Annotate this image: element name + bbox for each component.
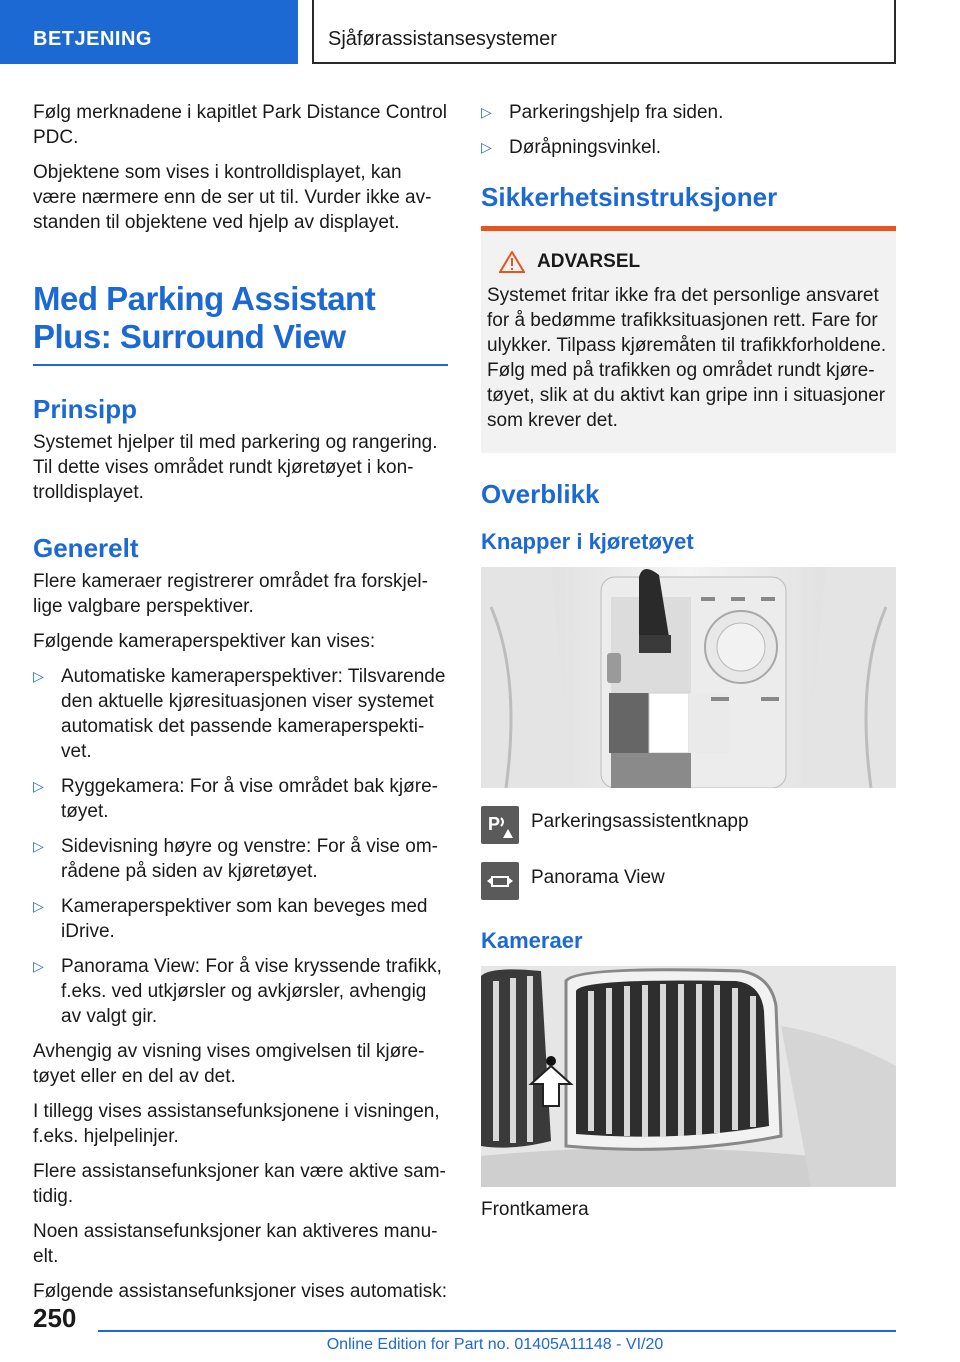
body-paragraph: Følgende assistansefunksjoner vises automatisk:	[33, 1281, 447, 1302]
chapter-tab: BETJENING	[0, 0, 298, 64]
panorama-view-legend	[481, 862, 896, 900]
buttons-heading: Knapper i kjøretøyet	[481, 529, 694, 554]
svg-text:P: P	[488, 814, 501, 834]
body-paragraph: Flere assistansefunksjoner kan være aktive sam-tidig.	[33, 1161, 446, 1207]
warning-text: Systemet fritar ikke fra det personlige ansvaret for å bedømme trafikksituasjonen rett. Fare for ulykker. Tilpass kjøremåten til trafikkforholdene. Følg med på trafikken og området rundt kjøre-tøyet, slik at du aktivt kan gripe inn i situasjoner som krever det.	[487, 285, 887, 431]
principle-text: Systemet hjelper til med parkering og rangering. Til dette vises området rundt kjøretøyet i kon-trolldisplayet.	[33, 432, 438, 503]
body-paragraph: Avhengig av visning vises omgivelsen til kjøre-tøyet eller en del av det.	[33, 1041, 425, 1087]
panorama-view-icon	[481, 862, 519, 900]
section-title: Sjåførassistansesystemer	[312, 0, 896, 64]
left-column	[33, 100, 448, 1314]
general-text: Flere kameraer registrerer området fra forskjel-lige valgbare perspektiver.	[33, 571, 428, 617]
triangle-bullet-icon: ▷	[33, 898, 44, 914]
center-console-image	[481, 567, 896, 788]
principle-heading: Prinsipp	[33, 394, 138, 424]
intro-paragraph: Følg merknadene i kapitlet Park Distance Control PDC.	[33, 102, 447, 148]
right-column	[481, 100, 896, 1221]
perspective-list	[33, 664, 448, 1029]
warning-triangle-icon	[499, 251, 525, 273]
list-item: ▷ Parkeringshjelp fra siden.	[481, 102, 724, 123]
assist-list	[481, 100, 896, 160]
list-item: ▷ Panorama View: For å vise kryssende trafikk, f.eks. ved utkjørsler og avkjørsler, avhengig av valgt gir.	[33, 956, 442, 1027]
main-heading: Med Parking Assistant Plus: Surround View	[33, 280, 448, 366]
front-camera-image	[481, 966, 896, 1187]
safety-heading: Sikkerhetsinstruksjoner	[481, 182, 778, 212]
front-camera-caption: Frontkamera	[481, 1199, 589, 1220]
page-number: 250	[33, 1303, 77, 1333]
edition-footer: Online Edition for Part no. 01405A11148 - VI/20	[326, 1336, 664, 1353]
body-paragraph: I tillegg vises assistansefunksjonene i visningen, f.eks. hjelpelinjer.	[33, 1101, 440, 1147]
overview-heading: Overblikk	[481, 479, 600, 509]
warning-box	[481, 226, 896, 453]
triangle-bullet-icon: ▷	[33, 958, 44, 974]
general-heading: Generelt	[33, 533, 139, 563]
list-item: ▷ Ryggekamera: For å vise området bak kjøre-tøyet.	[33, 776, 438, 822]
list-item: ▷ Sidevisning høyre og venstre: For å vise om-rådene på siden av kjøretøyet.	[33, 836, 438, 882]
parking-assistant-icon	[481, 806, 519, 844]
footer-divider	[98, 1330, 896, 1332]
triangle-bullet-icon: ▷	[33, 668, 44, 684]
parking-assist-label: Parkeringsassistentknapp	[531, 811, 749, 832]
list-item: ▷ Kameraperspektiver som kan beveges med iDrive.	[33, 896, 428, 942]
panorama-view-label: Panorama View	[531, 867, 665, 888]
general-text: Følgende kameraperspektiver kan vises:	[33, 631, 376, 652]
triangle-bullet-icon: ▷	[33, 778, 44, 794]
body-paragraph: Noen assistansefunksjoner kan aktiveres manu-elt.	[33, 1221, 438, 1267]
intro-paragraph: Objektene som vises i kontrolldisplayet, kan være nærmere enn de ser ut til. Vurder ikke av-standen til objektene ved hjelp av displayet.	[33, 162, 432, 233]
triangle-bullet-icon: ▷	[481, 139, 492, 155]
list-item: ▷ Døråpningsvinkel.	[481, 137, 662, 158]
parking-assist-legend	[481, 806, 896, 844]
cameras-heading: Kameraer	[481, 928, 583, 953]
list-item: ▷ Automatiske kameraperspektiver: Tilsvarende den aktuelle kjøresituasjonen viser systemet automatisk det passende kameraperspekti-vet.	[33, 666, 446, 762]
triangle-bullet-icon: ▷	[33, 838, 44, 854]
triangle-bullet-icon: ▷	[481, 104, 492, 120]
warning-title: ADVARSEL	[537, 251, 641, 272]
